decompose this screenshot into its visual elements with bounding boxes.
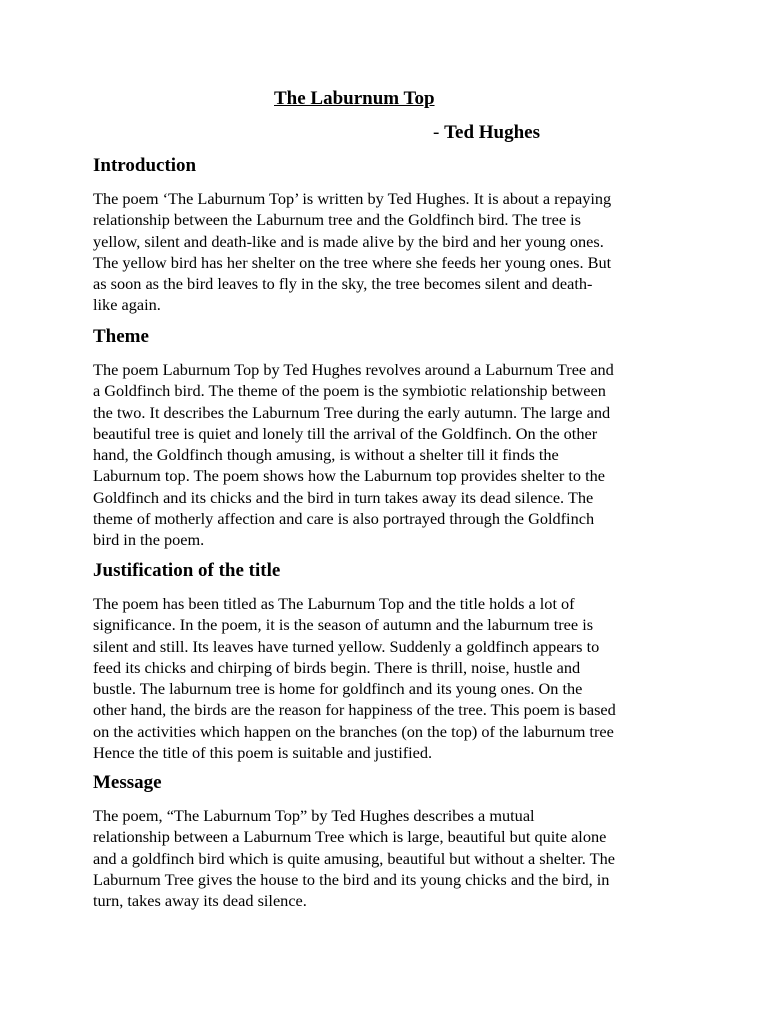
section-heading-message: Message bbox=[93, 772, 162, 793]
text-line: significance. In the poem, it is the season of autumn and the laburnum tree is bbox=[93, 615, 594, 635]
document-title: The Laburnum Top bbox=[274, 88, 435, 109]
text-line: a Goldfinch bird. The theme of the poem is the symbiotic relationship between bbox=[93, 381, 606, 401]
text-line: theme of motherly affection and care is also portrayed through the Goldfinch bbox=[93, 509, 595, 529]
text-line: bird in the poem. bbox=[93, 530, 205, 550]
text-line: silent and still. Its leaves have turned yellow. Suddenly a goldfinch appears to bbox=[93, 636, 600, 656]
text-line: turn, takes away its dead silence. bbox=[93, 891, 307, 911]
author-name: Ted Hughes bbox=[444, 122, 540, 143]
text-line: The poem has been titled as The Laburnum Top and the title holds a lot of bbox=[93, 594, 575, 613]
text-line: Hence the title of this poem is suitable and justified. bbox=[93, 743, 433, 763]
text-line: on the activities which happen on the branches (on the top) of the laburnum tree bbox=[93, 721, 614, 741]
text-line: yellow, silent and death-like and is made alive by the bird and her young ones. bbox=[93, 231, 604, 251]
text-line: relationship between the Laburnum tree and the Goldfinch bird. The tree is bbox=[93, 210, 581, 230]
text-line: The poem ‘The Laburnum Top’ is written by Ted Hughes. It is about a repaying bbox=[93, 189, 612, 208]
text-line: as soon as the bird leaves to fly in the sky, the tree becomes silent and death- bbox=[93, 274, 593, 294]
section-heading-theme: Theme bbox=[93, 326, 149, 347]
author-line bbox=[433, 122, 540, 144]
section-heading-justification: Justification of the title bbox=[93, 560, 281, 581]
text-line: other hand, the birds are the reason for happiness of the tree. This poem is based bbox=[93, 700, 616, 720]
paragraph-introduction bbox=[93, 188, 683, 316]
text-line: The yellow bird has her shelter on the tree where she feeds her young ones. But bbox=[93, 252, 612, 272]
text-line: beautiful tree is quiet and lonely till the arrival of the Goldfinch. On the other bbox=[93, 423, 598, 443]
text-line: Goldfinch and its chicks and the bird in turn takes away its dead silence. The bbox=[93, 487, 594, 507]
text-line: The poem Laburnum Top by Ted Hughes revolves around a Laburnum Tree and bbox=[93, 360, 614, 379]
section-heading-introduction: Introduction bbox=[93, 155, 197, 176]
text-line: like again. bbox=[93, 295, 161, 315]
text-line: feed its chicks and chirping of birds begin. There is thrill, noise, hustle and bbox=[93, 657, 581, 677]
paragraph-theme bbox=[93, 359, 683, 551]
text-line: relationship between a Laburnum Tree which is large, beautiful but quite alone bbox=[93, 827, 607, 847]
text-line: hand, the Goldfinch though amusing, is without a shelter till it finds the bbox=[93, 445, 559, 465]
paragraph-message bbox=[93, 805, 683, 911]
text-line: the two. It describes the Laburnum Tree during the early autumn. The large and bbox=[93, 402, 611, 422]
text-line: bustle. The laburnum tree is home for goldfinch and its young ones. On the bbox=[93, 679, 583, 699]
paragraph-justification bbox=[93, 593, 683, 763]
text-line: Laburnum Tree gives the house to the bird and its young chicks and the bird, in bbox=[93, 869, 610, 889]
text-line: Laburnum top. The poem shows how the Laburnum top provides shelter to the bbox=[93, 466, 606, 486]
author-dash: - bbox=[433, 122, 445, 143]
text-line: The poem, “The Laburnum Top” by Ted Hughes describes a mutual bbox=[93, 806, 535, 825]
text-line: and a goldfinch bird which is quite amusing, beautiful but without a shelter. The bbox=[93, 848, 615, 868]
